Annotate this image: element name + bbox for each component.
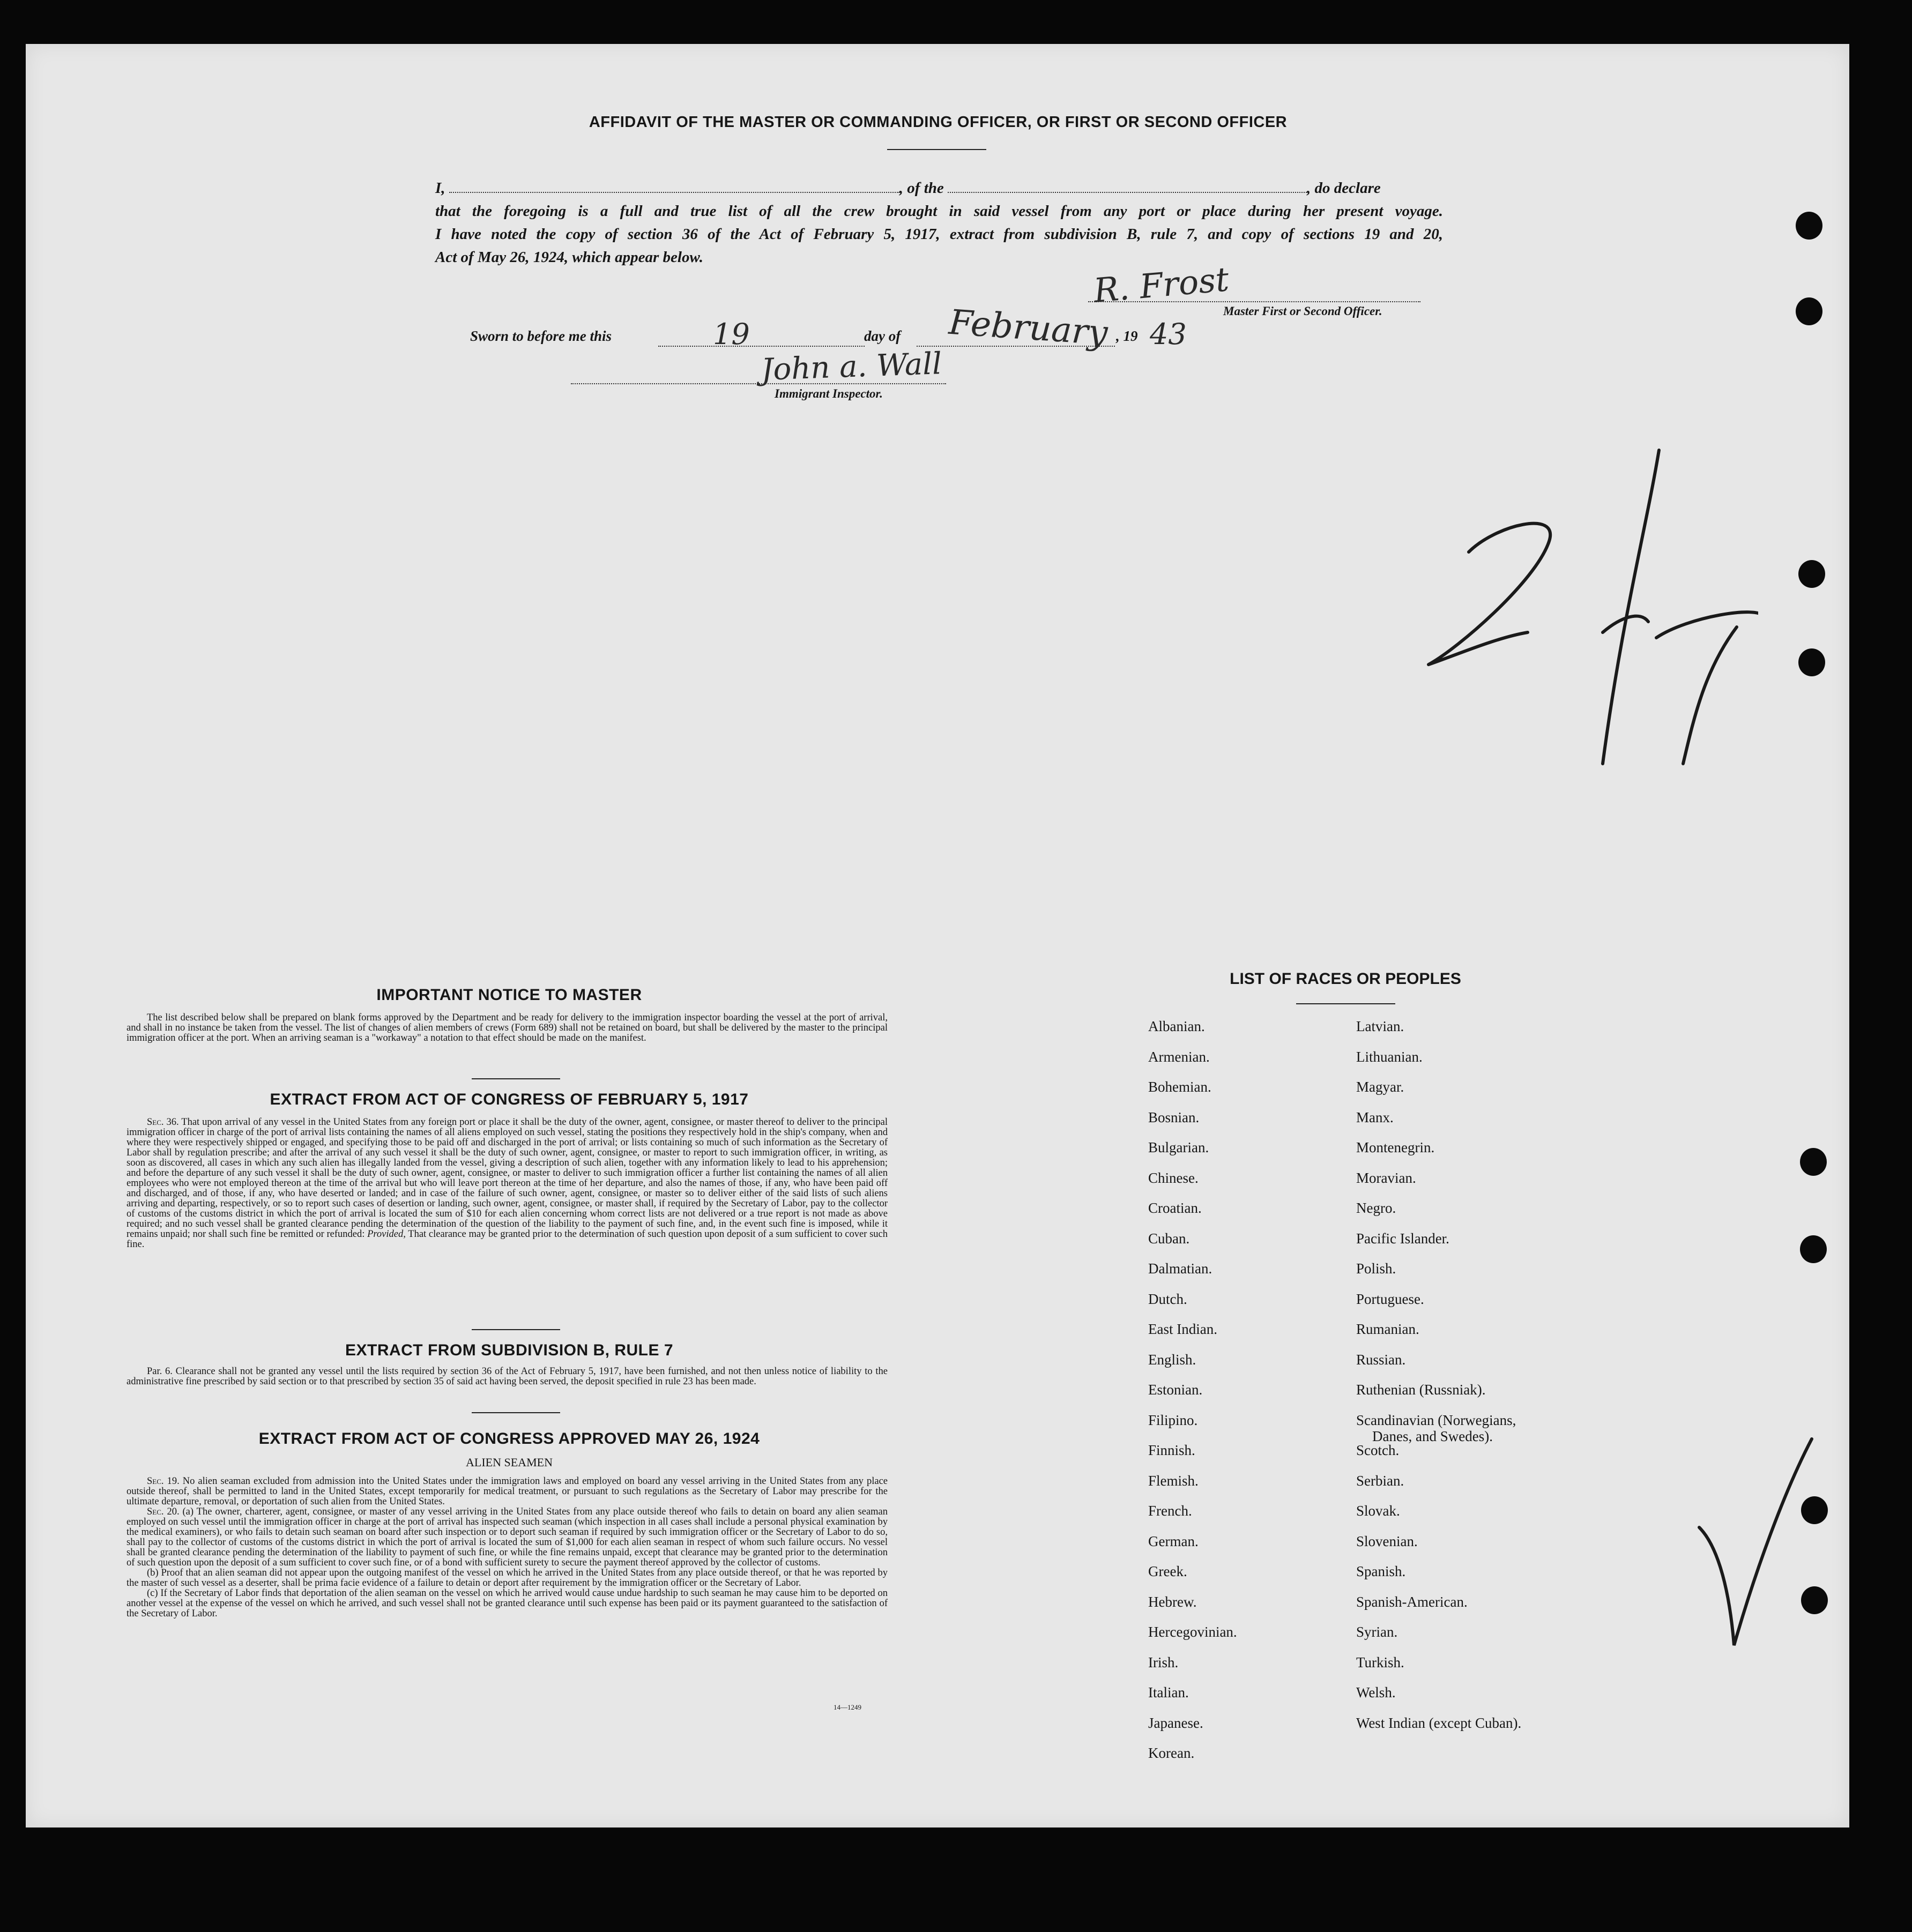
notice-text [127,1013,888,1043]
race-item: Ruthenian (Russniak). [1356,1382,1486,1398]
race-item: Moravian. [1356,1169,1416,1186]
sec-20c-body: (c) If the Secretary of Labor finds that deportation of the alien seaman on the vessel on which he arrived would cause undue hardship to such seaman he may cause him to be deported on another vessel at the expense of the vessel on which he arrived, and such vessel shall not be granted clearance until such expense has been paid or its payment guaranteed to the satisfaction of the Secretary of Labor. [127,1588,888,1619]
race-item: Russian. [1356,1351,1406,1368]
race-item: Croatian. [1148,1200,1202,1216]
punch-hole [1798,648,1825,676]
race-item: Bosnian. [1148,1109,1200,1125]
race-item: Scotch. [1356,1442,1400,1458]
race-item: Greek. [1148,1563,1187,1579]
race-item: Latvian. [1356,1018,1404,1034]
sec-20-label: Sec. 20. [147,1506,180,1517]
vessel-blank [948,189,1307,193]
master-signature: R. Frost [1092,259,1231,310]
punch-hole [1796,297,1822,325]
sworn-year: 43 [1150,317,1187,351]
punch-hole [1796,212,1822,240]
race-item: English. [1148,1351,1196,1368]
extract-rule7-text [127,1367,888,1387]
name-blank [449,189,899,193]
rule7-paragraph: Par. 6. Clearance shall not be granted any vessel until the lists required by section 36 of the Act of February 5, 1917, have been furnished, and not then unless notice of liability to the administrative fine prescribed by said section or to that prescribed by section 35 of said act having been served, the deposit specified in rule 23 has been made. [127,1366,888,1387]
race-item: Estonian. [1148,1382,1203,1398]
race-item: Serbian. [1356,1472,1404,1489]
handwritten-date-mark [1415,439,1758,782]
divider [472,1078,560,1079]
race-item: Syrian. [1356,1624,1398,1640]
race-item: Rumanian. [1356,1321,1419,1337]
inspector-signature: John a. Wall [760,346,943,387]
race-item: Korean. [1148,1745,1195,1761]
provided-word: Provided, [367,1229,406,1240]
race-item: Bulgarian. [1148,1139,1209,1155]
sec-19-body: No alien seaman excluded from admission into the United States under the immigration laws and employed on board any vessel arriving in the United States from any place outside thereof, shall be permitted to land in the United States, except temporarily for medical treatment, or pursuant to such regulations as the Secretary of Labor may prescribe for the ultimate departure, removal, or deportation of such alien from the United States. [127,1476,888,1507]
affidavit-line-4: Act of May 26, 1924, which appear below. [435,249,703,266]
extract-1924-title: EXTRACT FROM ACT OF CONGRESS APPROVED MAY 26, 1924 [258,1430,760,1448]
affidavit-line-2: that the foregoing is a full and true list of all the crew brought in said vessel from any port or place during her present voyage. [435,203,1443,220]
affidavit-i: I, [435,180,445,197]
handwritten-check-mark [1691,1431,1820,1659]
race-item: Slovenian. [1356,1533,1418,1549]
extract-1917-text [127,1117,888,1250]
inspector-label: Immigrant Inspector. [775,387,883,400]
race-item: Hebrew. [1148,1593,1197,1610]
extract-rule7-title: EXTRACT FROM SUBDIVISION B, RULE 7 [345,1341,674,1359]
race-item: Danes, and Swedes). [1372,1428,1493,1444]
sec-36-label: Sec. 36. [147,1117,179,1128]
race-item: Negro. [1356,1200,1396,1216]
sec-36-end: That clearance may be granted prior to the determination of such question upon deposit of a sum sufficient to cover such fine. [127,1229,888,1250]
race-item: Welsh. [1356,1684,1396,1700]
inspector-signature-line [571,383,946,384]
sec-19-label: Sec. 19. [147,1476,180,1487]
race-item: Polish. [1356,1260,1396,1277]
punch-hole [1798,560,1825,588]
races-title: LIST OF RACES OR PEOPLES [1230,970,1461,988]
race-item: Chinese. [1148,1169,1199,1186]
race-item: Finnish. [1148,1442,1195,1458]
race-item: French. [1148,1503,1192,1519]
race-item: Cuban. [1148,1230,1190,1247]
sec-20b-body: (b) Proof that an alien seaman did not appear upon the outgoing manifest of the vessel on which he arrived in the United States from any place outside thereof, or that he was reported by the master of such vessel as a deserter, shall be prima facie evidence of a failure to detain or deport after requirement by the immigration officer or the Secretary of Labor. [127,1568,888,1588]
form-number: 14—1249 [834,1703,861,1711]
sworn-year-prefix: , 19 [1116,328,1138,344]
race-item: Japanese. [1148,1714,1203,1731]
sworn-day-of: day of [864,328,901,344]
affidavit-title: AFFIDAVIT OF THE MASTER OR COMMANDING OFFICER, OR FIRST OR SECOND OFFICER [589,114,1288,131]
race-item: Dutch. [1148,1291,1187,1307]
affidavit-do-declare: , do declare [1307,180,1381,197]
sworn-day: 19 [713,317,750,351]
sec-36-body: That upon arrival of any vessel in the United States from any foreign port or place it shall be the duty of the owner, agent, consignee, or master thereof to deliver to the principal immigration officer in charge of the port of arrival lists containing the names of all aliens employed on such vessel, stating the positions they respectively hold in the ship's company, when and where they were respectively shipped or engaged, and specifying those to be paid off and discharged in the port of arrival; or lists containing so much of such information as the Secretary of Labor shall by regulation prescribe; and after the arrival of any such vessel it shall be the duty of such owner, agent, consignee, or master to report to such immigration officer, in writing, as soon as discovered, all cases in which any such alien has illegally landed from the vessel, giving a description of such alien, together with any information likely to lead to his apprehension; and before the departure of any such vessel it shall be the duty of such owner, agent, consignee, or master to deliver to such immigration officer a further list containing the names of all alien employees who were not employed thereon at the time of the arrival but who will leave port thereon at the time of her departure, and also the names of those, if any, who have been paid off and discharged, and of those, if any, who have deserted or landed; and in case of the failure of such owner, agent, consignee, or master so to deliver either of the said lists of such aliens arriving and departing, respectively, or so to report such cases of desertion or landing, such owner, agent, consignee, or master shall, if required by the Secretary of Labor, pay to the collector of customs of the customs district in which the port of arrival is located the sum of $10 for each alien concerning whom correct lists are not delivered or a true report is not made as above required; and no such vessel shall be granted clearance pending the determination of the question of the liability to the payment of such fine, and, in the event such fine is imposed, while it remains unpaid; nor shall such fine be remitted or refunded: [127,1117,888,1240]
race-item: Hercegovinian. [1148,1624,1237,1640]
affidavit-line-3: I have noted the copy of section 36 of the Act of February 5, 1917, extract from subdivision B, rule 7, and copy of sections 19 and 20, [435,226,1443,243]
race-item: Slovak. [1356,1503,1400,1519]
race-item: Armenian. [1148,1048,1210,1065]
race-item: Albanian. [1148,1018,1205,1034]
race-item: Spanish. [1356,1563,1406,1579]
sec-20a-body: (a) The owner, charterer, agent, consignee, or master of any vessel arriving in the United States from any place outside thereof who fails to detain on board any alien seaman employed on such vessel until the immigration officer in charge at the port of arrival has inspected such seaman (which inspection in all cases shall include a personal physical examination by the medical examiners), or who fails to detain such seaman on board after such inspection or to deport such seaman if required by such immigration officer or the Secretary of Labor to do so, shall pay to the collector of customs of the customs district in which the port of arrival is located the sum of $1,000 for each alien seaman in respect of whom such failure occurs. No vessel shall be granted clearance pending the determination of the liability to payment of such fine, or while the fine remains unpaid, except that clearance may be granted prior to the determination of such question upon the deposit of a sum sufficient to cover such fine, or of a bond with sufficient surety to secure the payment thereof approved by the collector of customs. [127,1506,888,1568]
sworn-month: February [947,302,1109,354]
race-item: Portuguese. [1356,1291,1424,1307]
affidavit-text [435,177,1443,269]
punch-hole [1800,1235,1827,1263]
master-label: Master First or Second Officer. [1223,304,1382,318]
race-item: Montenegrin. [1356,1139,1435,1155]
notice-title: IMPORTANT NOTICE TO MASTER [376,986,642,1004]
affidavit-of-the: , of the [899,180,944,197]
race-item: Spanish-American. [1356,1593,1468,1610]
race-item: Irish. [1148,1654,1179,1670]
race-item: Pacific Islander. [1356,1230,1449,1247]
alien-seamen-subtitle: ALIEN SEAMEN [466,1456,553,1469]
race-item: Italian. [1148,1684,1189,1700]
race-item: Bohemian. [1148,1079,1211,1095]
extract-1917-title: EXTRACT FROM ACT OF CONGRESS OF FEBRUARY 5, 1917 [270,1091,749,1108]
divider [472,1412,560,1413]
race-item: Dalmatian. [1148,1260,1212,1277]
race-item: Scandinavian (Norwegians, [1356,1412,1516,1428]
race-item: German. [1148,1533,1199,1549]
race-item: Lithuanian. [1356,1048,1423,1065]
day-blank [658,346,865,347]
race-item: West Indian (except Cuban). [1356,1714,1522,1731]
divider [472,1329,560,1330]
title-divider [887,149,986,150]
race-item: Manx. [1356,1109,1394,1125]
notice-paragraph: The list described below shall be prepared on blank forms approved by the Department and be ready for delivery to the immigration inspector boarding the vessel at the port of arrival, and shall in no instance be taken from the vessel. The list of changes of alien members of crews (Form 689) shall not be retained on board, but shall be delivered by the master to the principal immigration officer at the port. When an arriving seaman is a "workaway" a notation to that effect should be made on the manifest. [127,1012,888,1043]
race-item: Filipino. [1148,1412,1198,1428]
race-item: Flemish. [1148,1472,1199,1489]
race-item: Magyar. [1356,1079,1404,1095]
punch-hole [1800,1148,1827,1176]
race-item: East Indian. [1148,1321,1217,1337]
extract-1924-text [127,1476,888,1619]
races-divider [1296,1003,1395,1004]
race-item: Turkish. [1356,1654,1404,1670]
sworn-prefix: Sworn to before me this [470,328,612,344]
